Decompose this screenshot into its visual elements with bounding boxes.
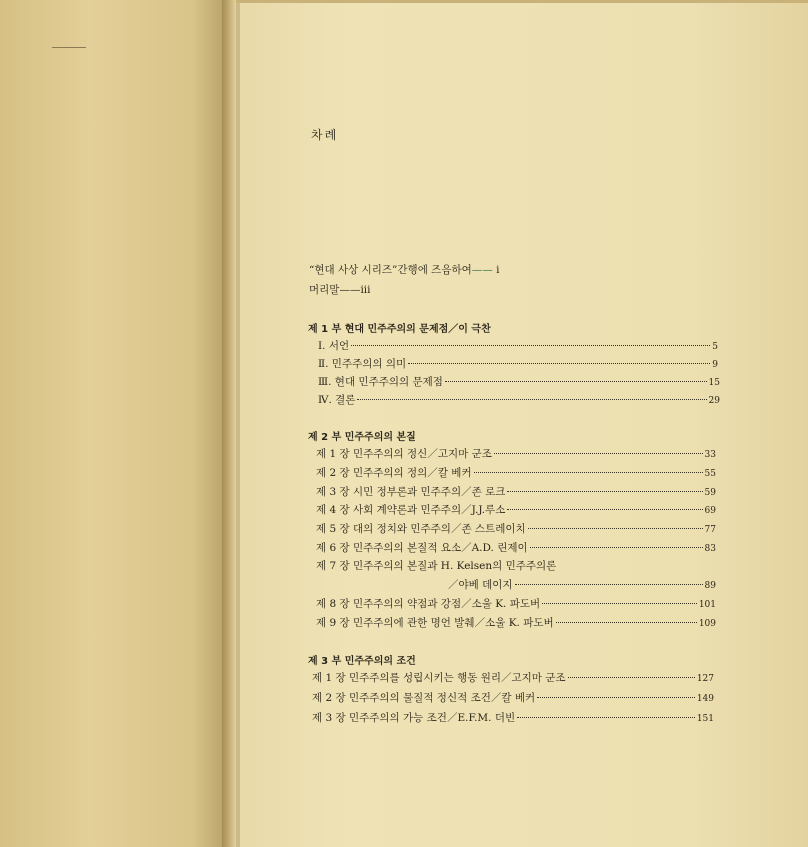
leader-dots — [568, 677, 695, 678]
toc-entry — [316, 615, 716, 630]
toc-entry-label: 제 3 장 시민 정부론과 민주주의／존 로크 — [316, 486, 506, 498]
toc-entry — [316, 502, 716, 517]
leader-dots — [537, 697, 695, 698]
intro-label: 머리말 — [309, 284, 340, 296]
toc-entry — [316, 484, 716, 499]
toc-entry — [448, 577, 716, 592]
toc-entry — [318, 338, 718, 353]
toc-entry — [316, 446, 716, 461]
toc-entry-page: 89 — [704, 581, 716, 591]
toc-entry-label: 제 1 장 민주주의의 정신／고지마 군조 — [316, 448, 492, 460]
leader-dots — [445, 381, 707, 382]
toc-entry-page: 149 — [696, 694, 714, 704]
leader-dots — [507, 509, 702, 510]
toc-entry-page: 69 — [704, 506, 716, 516]
toc-title: 차례 — [311, 128, 339, 142]
leader-dots — [515, 584, 703, 585]
intro-line-foreword — [309, 262, 499, 277]
left-page — [0, 0, 226, 847]
toc-entry — [312, 670, 714, 685]
toc-entry-page: 101 — [698, 600, 716, 610]
toc-entry-page: 59 — [704, 488, 716, 498]
toc-entry — [316, 540, 716, 555]
toc-entry-page: 55 — [704, 469, 716, 479]
toc-entry-page: 127 — [696, 674, 714, 684]
leader-dots — [556, 622, 697, 623]
toc-entry-page: 33 — [704, 450, 716, 460]
leader-dots — [517, 717, 695, 718]
left-page-mark — [52, 47, 86, 48]
toc-entry-label: 제 3 장 민주주의의 가능 조건／E.F.M. 더빈 — [312, 712, 516, 724]
toc-entry-label: 제 6 장 민주주의의 본질적 요소／A.D. 린제이 — [316, 542, 528, 554]
toc-entry-label: 제 4 장 사회 계약론과 민주주의／J.J.루소 — [316, 504, 506, 516]
intro-page: iii — [360, 284, 371, 296]
toc-entry-continuation: ／야베 데이지 — [448, 579, 513, 591]
toc-entry-label: 제 2 장 민주주의의 정의／칼 베커 — [316, 467, 472, 479]
toc-entry — [318, 374, 720, 389]
leader-dots — [507, 491, 702, 492]
leader-dots — [474, 472, 703, 473]
toc-entry-label: 제 1 장 민주주의를 성립시키는 행동 원리／고지마 군조 — [312, 672, 566, 684]
toc-entry-page: 151 — [696, 714, 714, 724]
page-top-edge — [236, 0, 808, 3]
toc-entry-label: 제 7 장 민주주의의 본질과 H. Kelsen의 민주주의론 — [316, 560, 557, 572]
intro-line-preface — [309, 282, 371, 297]
page-crease — [236, 0, 240, 847]
toc-entry-label: 제 8 장 민주주의의 약점과 강점／소울 K. 파도버 — [316, 598, 541, 610]
toc-entry-label: Ⅰ. 서언 — [318, 340, 350, 352]
toc-entry-label: Ⅲ. 현대 민주주의의 문제점 — [318, 376, 443, 388]
toc-entry-label: Ⅳ. 결론 — [318, 394, 356, 406]
toc-entry-page: 15 — [708, 378, 720, 388]
toc-entry-label: 제 9 장 민주주의에 관한 명언 발췌／소울 K. 파도버 — [316, 617, 554, 629]
toc-entry — [318, 356, 718, 371]
part-2-heading: 제 2 부 민주주의의 본질 — [308, 432, 416, 443]
toc-entry-label: Ⅱ. 민주주의의 의미 — [318, 358, 407, 370]
toc-entry — [312, 710, 714, 725]
book-gutter — [222, 0, 236, 847]
intro-page: i — [496, 264, 500, 276]
toc-entry-page: 9 — [712, 360, 718, 370]
part-1-heading: 제 1 부 현대 민주주의의 문제점／이 극찬 — [308, 324, 491, 335]
leader-dots — [542, 603, 697, 604]
toc-entry — [316, 465, 716, 480]
toc-entry-label: 제 2 장 민주주의의 물질적 정신적 조건／칼 베커 — [312, 692, 536, 704]
intro-dash: —— — [339, 284, 361, 296]
leader-dots — [357, 399, 706, 400]
intro-dash: —— — [471, 264, 493, 276]
toc-entry-page: 5 — [712, 342, 718, 352]
toc-entry — [316, 521, 716, 536]
toc-entry-page: 29 — [708, 396, 720, 406]
leader-dots — [351, 345, 710, 346]
toc-entry-page: 77 — [704, 525, 716, 535]
toc-entry-page: 109 — [698, 619, 716, 629]
part-3-heading: 제 3 부 민주주의의 조건 — [308, 656, 416, 667]
leader-dots — [408, 363, 710, 364]
leader-dots — [494, 453, 703, 454]
leader-dots — [530, 547, 703, 548]
toc-entry-page: 83 — [704, 544, 716, 554]
toc-entry-label: 제 5 장 대의 정치와 민주주의／존 스트레이치 — [316, 523, 526, 535]
toc-entry — [318, 392, 720, 407]
toc-entry — [316, 596, 716, 611]
intro-label: “현대 사상 시리즈”간행에 즈음하여 — [309, 264, 472, 276]
leader-dots — [528, 528, 703, 529]
toc-entry — [312, 690, 714, 705]
